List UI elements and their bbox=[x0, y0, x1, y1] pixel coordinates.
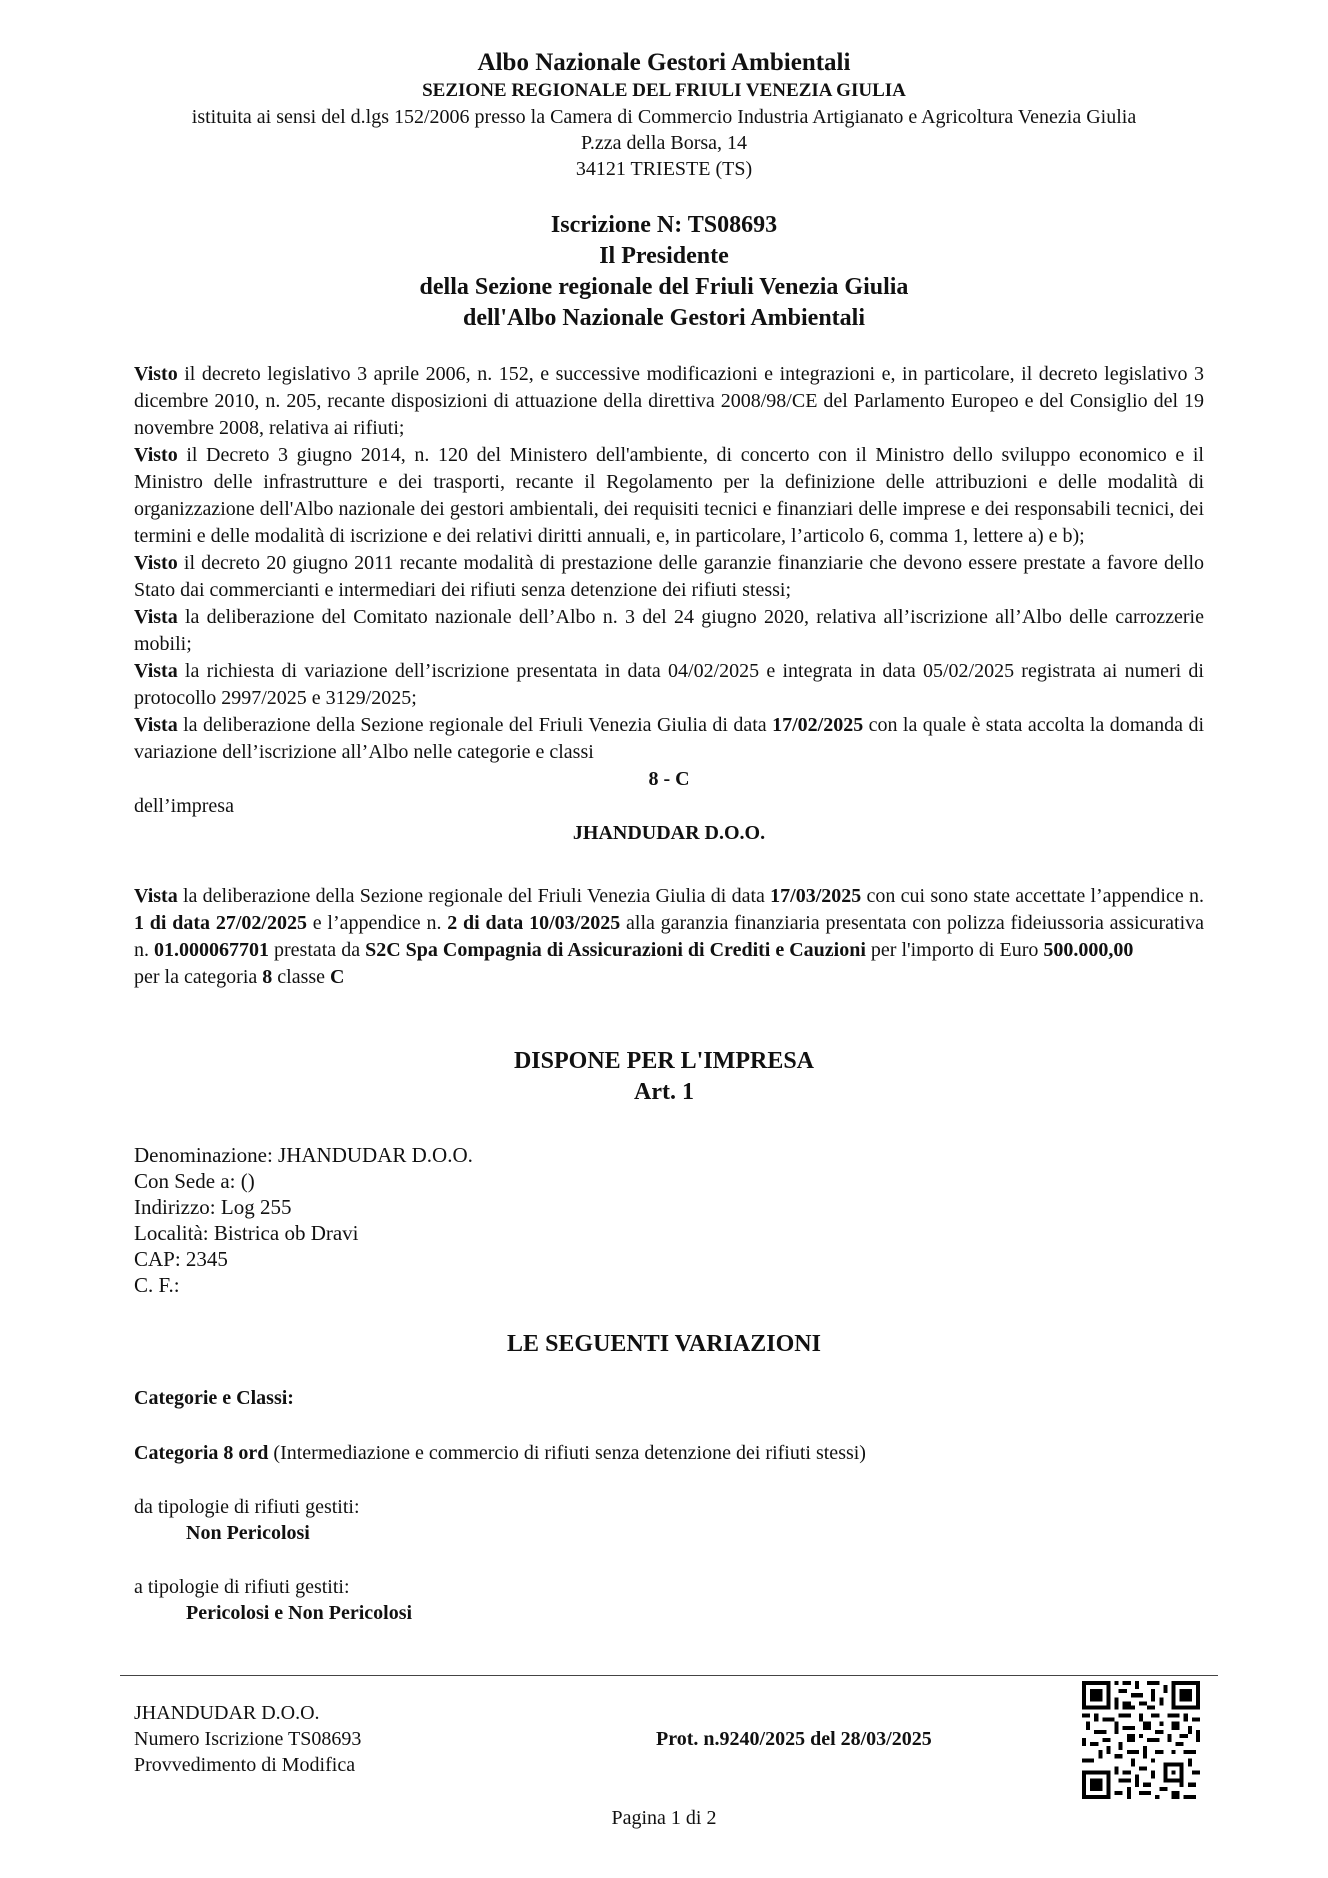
guarantee-fragment: alla garanzia finanziaria presentata con polizza fideiussoria assicurativa n. bbox=[134, 912, 1205, 961]
policy-number: 01.000067701 bbox=[154, 939, 269, 961]
recital-text: con la quale è stata accolta la domanda di variazione dell’iscrizione all’Albo nelle categorie e classi bbox=[134, 714, 1204, 763]
denominazione: Denominazione: JHANDUDAR D.O.O. bbox=[134, 1143, 473, 1167]
recital-text: la deliberazione della Sezione regionale del Friuli Venezia Giulia di data bbox=[177, 714, 773, 736]
guarantee-fragment: la deliberazione della Sezione regionale del Friuli Venezia Giulia di data bbox=[177, 885, 771, 907]
to-value: Pericolosi e Non Pericolosi bbox=[186, 1602, 413, 1624]
footer-provvedimento: Provvedimento di Modifica bbox=[134, 1754, 356, 1776]
insurer-name: S2C Spa Compagnia di Assicurazioni di Crediti e Cauzioni bbox=[365, 939, 866, 961]
org-title: Albo Nazionale Gestori Ambientali bbox=[477, 49, 851, 76]
from-label: da tipologie di rifiuti gestiti: bbox=[134, 1496, 360, 1518]
guarantee-paragraph bbox=[134, 883, 1204, 991]
guarantee-fragment: per l'importo di Euro bbox=[865, 939, 1044, 961]
protocol-number: Prot. n.9240/2025 del 28/03/2025 bbox=[656, 1728, 932, 1750]
category-class: 8 - C bbox=[648, 768, 690, 790]
guarantee-fragment: e l’appendice n. bbox=[306, 912, 448, 934]
recital-lead: Visto bbox=[134, 444, 178, 466]
recital-5 bbox=[134, 658, 1204, 712]
section-subtitle: della Sezione regionale del Friuli Venezia Giulia bbox=[419, 274, 909, 300]
page-number: Pagina 1 di 2 bbox=[611, 1807, 717, 1829]
guarantee-fragment: prestata da bbox=[269, 939, 366, 961]
localita: Località: Bistrica ob Dravi bbox=[134, 1221, 359, 1245]
recital-1 bbox=[134, 361, 1204, 442]
to-label: a tipologie di rifiuti gestiti: bbox=[134, 1576, 350, 1598]
dell-impresa: dell’impresa bbox=[134, 795, 234, 817]
recital-text: il Decreto 3 giugno 2014, n. 120 del Ministero dell'ambiente, di concerto con il Ministro dello sviluppo economico e il Ministro delle infrastrutture e dei trasporti, recante il Regolamento per la definizione delle attribuzioni e delle modalità di organizzazione dell'Albo nazionale dei gestori ambientali, dei requisiti tecnici e finanziari delle imprese e dei responsabili tecnici, dei termini e delle modalità di iscrizione e dei relativi diritti annuali, e, in particolare, l’articolo 6, comma 1, lettere a) e b); bbox=[134, 444, 1204, 547]
footer-company: JHANDUDAR D.O.O. bbox=[134, 1702, 320, 1724]
codice-fiscale: C. F.: bbox=[134, 1273, 180, 1297]
recital-lead: Visto bbox=[134, 552, 178, 574]
guarantee-date: 17/03/2025 bbox=[770, 885, 862, 907]
categoria-line bbox=[134, 1440, 866, 1466]
footer-divider bbox=[120, 1675, 1218, 1676]
recital-6 bbox=[134, 712, 1204, 766]
recital-lead: Vista bbox=[134, 606, 178, 628]
address-line-1: P.zza della Borsa, 14 bbox=[580, 132, 748, 154]
guarantee-lead: Vista bbox=[134, 885, 178, 907]
company-name: JHANDUDAR D.O.O. bbox=[572, 822, 766, 844]
sede: Con Sede a: () bbox=[134, 1169, 255, 1193]
guarantee-fragment: classe bbox=[272, 966, 331, 988]
categoria-code: Categoria 8 ord bbox=[134, 1442, 269, 1464]
recital-text: la richiesta di variazione dell’iscrizione presentata in data 04/02/2025 e integrata in data 05/02/2025 registrata ai numeri di protocollo 2997/2025 e 3129/2025; bbox=[134, 660, 1204, 709]
recital-lead: Vista bbox=[134, 714, 178, 736]
appendix-1: 1 di data 27/02/2025 bbox=[134, 912, 307, 934]
categoria-description: (Intermediazione e commercio di rifiuti senza detenzione dei rifiuti stessi) bbox=[268, 1442, 866, 1464]
company-details bbox=[134, 1142, 473, 1298]
president-title: Il Presidente bbox=[599, 243, 729, 269]
recital-text: il decreto legislativo 3 aprile 2006, n. 152, e successive modificazioni e integrazioni e, in particolare, il decreto legislativo 3 dicembre 2010, n. 205, recante disposizioni di attuazione della direttiva 2008/98/CE del Parlamento Europeo e del Consiglio del 19 novembre 2008, relativa ai rifiuti; bbox=[134, 363, 1204, 439]
from-value: Non Pericolosi bbox=[186, 1522, 310, 1544]
footer-info bbox=[134, 1700, 361, 1778]
recital-text: la deliberazione del Comitato nazionale dell’Albo n. 3 del 24 giugno 2020, relativa all’iscrizione all’Albo delle carrozzerie mobili; bbox=[134, 606, 1204, 655]
cap: CAP: 2345 bbox=[134, 1247, 228, 1271]
guarantee-category: 8 bbox=[262, 966, 273, 988]
guarantee-category-line bbox=[134, 964, 1204, 991]
recital-lead: Vista bbox=[134, 660, 178, 682]
guarantee-class: C bbox=[330, 966, 345, 988]
guarantee-fragment: per la categoria bbox=[134, 966, 263, 988]
categorie-label: Categorie e Classi: bbox=[134, 1387, 294, 1409]
recital-3 bbox=[134, 550, 1204, 604]
variations-heading: LE SEGUENTI VARIAZIONI bbox=[507, 1331, 821, 1357]
dispone-heading: DISPONE PER L'IMPRESA bbox=[513, 1048, 815, 1074]
appendix-2: 2 di data 10/03/2025 bbox=[447, 912, 621, 934]
recital-lead: Visto bbox=[134, 363, 178, 385]
footer-registration: Numero Iscrizione TS08693 bbox=[134, 1728, 362, 1750]
indirizzo: Indirizzo: Log 255 bbox=[134, 1195, 292, 1219]
article-heading: Art. 1 bbox=[634, 1079, 694, 1105]
qr-code-icon bbox=[1082, 1681, 1200, 1799]
instituted-line: istituita ai sensi del d.lgs 152/2006 presso la Camera di Commercio Industria Artigianato e Agricoltura Venezia Giulia bbox=[191, 106, 1137, 128]
recitals bbox=[134, 361, 1204, 847]
address-line-2: 34121 TRIESTE (TS) bbox=[575, 158, 753, 180]
recital-2 bbox=[134, 442, 1204, 550]
recital-date: 17/02/2025 bbox=[772, 714, 864, 736]
guarantee-amount: 500.000,00 bbox=[1043, 939, 1134, 961]
guarantee-fragment: con cui sono state accettate l’appendice n. bbox=[861, 885, 1204, 907]
recital-text: il decreto 20 giugno 2011 recante modalità di prestazione delle garanzie finanziarie che devono essere prestate a favore dello Stato dai commercianti e intermediari dei rifiuti senza detenzione dei rifiuti stessi; bbox=[134, 552, 1204, 601]
recital-4 bbox=[134, 604, 1204, 658]
albo-subtitle: dell'Albo Nazionale Gestori Ambientali bbox=[463, 305, 865, 331]
guarantee-text bbox=[134, 883, 1204, 964]
registration-number: Iscrizione N: TS08693 bbox=[550, 212, 778, 238]
section-title: SEZIONE REGIONALE DEL FRIULI VENEZIA GIULIA bbox=[422, 80, 906, 101]
